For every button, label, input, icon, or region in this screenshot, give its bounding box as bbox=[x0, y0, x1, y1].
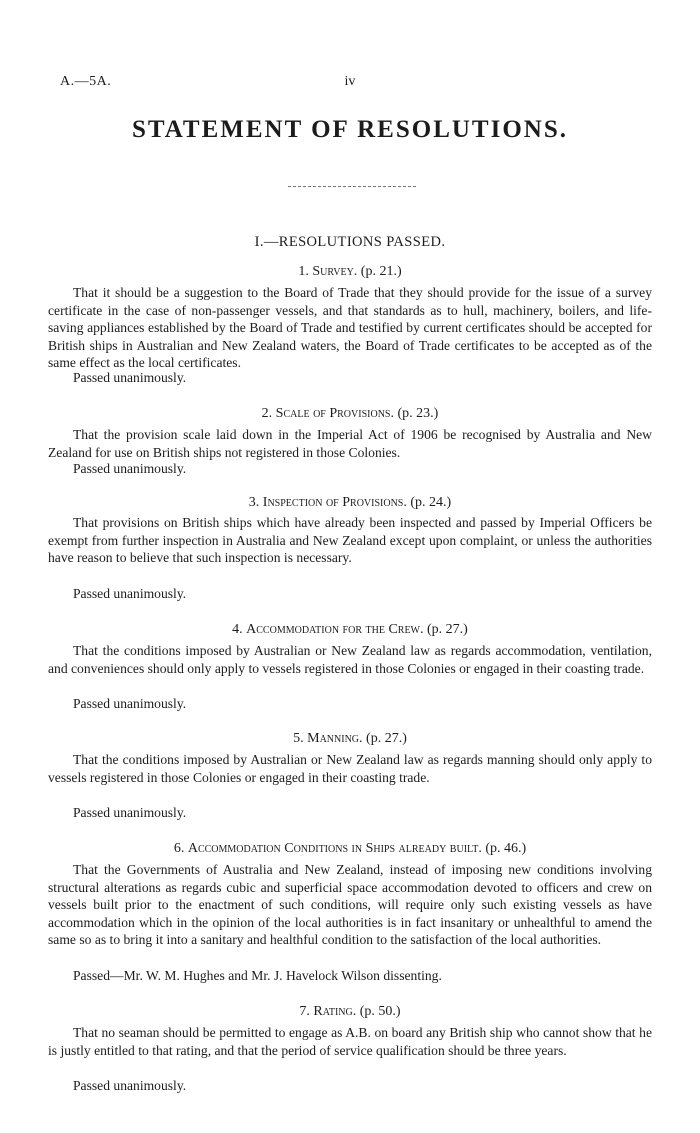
resolution-6-title bbox=[0, 841, 700, 857]
resolution-number: 3. bbox=[248, 495, 260, 510]
resolution-7-title bbox=[0, 1004, 700, 1020]
resolution-name: Accommodation for the Crew. bbox=[246, 622, 424, 637]
resolution-page-ref: (p. 24.) bbox=[410, 495, 452, 510]
resolution-number: 6. bbox=[173, 841, 185, 856]
resolution-name: Accommodation Conditions in Ships already built. bbox=[187, 841, 482, 856]
resolution-4-status: Passed unanimously. bbox=[73, 696, 187, 711]
resolution-number: 5. bbox=[293, 731, 304, 746]
resolution-page-ref: (p. 46.) bbox=[485, 841, 527, 856]
page-title: STATEMENT OF RESOLUTIONS. bbox=[132, 116, 568, 143]
resolution-6-status: Passed—Mr. W. M. Hughes and Mr. J. Havelock Wilson dissenting. bbox=[73, 968, 442, 983]
resolution-name: Scale of Provisions. bbox=[275, 406, 394, 421]
resolution-4-title bbox=[0, 622, 700, 638]
resolution-3-title bbox=[0, 495, 700, 511]
resolution-1-title bbox=[0, 264, 700, 280]
resolution-number: 4. bbox=[232, 622, 243, 637]
resolution-2-status: Passed unanimously. bbox=[73, 461, 187, 476]
resolution-page-ref: (p. 27.) bbox=[427, 622, 468, 637]
page-number: iv bbox=[344, 74, 356, 89]
resolution-4-body: That the conditions imposed by Australian or New Zealand law as regards accommodation, ventilation, and conveniences should only apply to vessels registered in those Colonies or engaged in their coasting trade. bbox=[48, 643, 652, 676]
resolution-1-body: That it should be a suggestion to the Board of Trade that they should provide for the issue of a survey certificate in the case of non-passenger vessels, and that standards as to hull, machinery, boilers, and life-saving appliances established by the Board of Trade and testified by current certificates should be accepted for British ships in Australian and New Zealand waters, the Board of Trade certificates to be accepted as of the same effect as the local certificates. bbox=[48, 285, 652, 371]
resolution-page-ref: (p. 21.) bbox=[360, 264, 402, 279]
resolution-5-title bbox=[0, 731, 700, 747]
resolution-5-body: That the conditions imposed by Australian or New Zealand law as regards manning should only apply to vessels registered in those Colonies or engaged in their coasting trade. bbox=[48, 752, 652, 785]
resolution-number: 1. bbox=[298, 264, 309, 279]
resolution-2-body: That the provision scale laid down in the Imperial Act of 1906 be recognised by Australia and New Zealand for use on British ships not registered in those Colonies. bbox=[48, 427, 652, 460]
section-heading: I.—RESOLUTIONS PASSED. bbox=[254, 234, 446, 250]
resolution-number: 7. bbox=[299, 1004, 310, 1019]
resolution-name: Rating. bbox=[313, 1004, 357, 1019]
resolution-5-status: Passed unanimously. bbox=[73, 805, 187, 820]
title-divider bbox=[288, 186, 416, 187]
resolution-name: Manning. bbox=[307, 731, 363, 746]
resolution-3-status: Passed unanimously. bbox=[73, 586, 187, 601]
resolution-7-body: That no seaman should be permitted to engage as A.B. on board any British ship who cannot show that he is justly entitled to that rating, and that the period of service qualification should be three years. bbox=[48, 1025, 652, 1058]
resolution-7-status: Passed unanimously. bbox=[73, 1078, 187, 1093]
page-reference-code: A.—5A. bbox=[60, 74, 112, 89]
resolution-page-ref: (p. 23.) bbox=[397, 406, 439, 421]
resolution-number: 2. bbox=[261, 406, 273, 421]
resolution-1-status: Passed unanimously. bbox=[73, 370, 187, 385]
resolution-3-body: That provisions on British ships which have already been inspected and passed by Imperial Officers be exempt from further inspection in Australia and New Zealand except upon complaint, or unless the authorities have reason to believe that such inspection is necessary. bbox=[48, 515, 652, 566]
resolution-2-title bbox=[0, 406, 700, 422]
resolution-page-ref: (p. 27.) bbox=[366, 731, 407, 746]
resolution-name: Survey. bbox=[312, 264, 358, 279]
resolution-page-ref: (p. 50.) bbox=[359, 1004, 401, 1019]
resolution-name: Inspection of Provisions. bbox=[262, 495, 407, 510]
resolution-6-body: That the Governments of Australia and New Zealand, instead of imposing new conditions involving structural alterations as regards cubic and superficial space accommodation devoted to officers and crew on vessels built prior to the enactment of such conditions, will require only such existing vessels as have accommodation which in the opinion of the local authorities is in fact insanitary or unhealthful to amend the same so as to bring it into a sanitary and healthful condition to the satisfaction of the local authorities. bbox=[48, 862, 652, 948]
